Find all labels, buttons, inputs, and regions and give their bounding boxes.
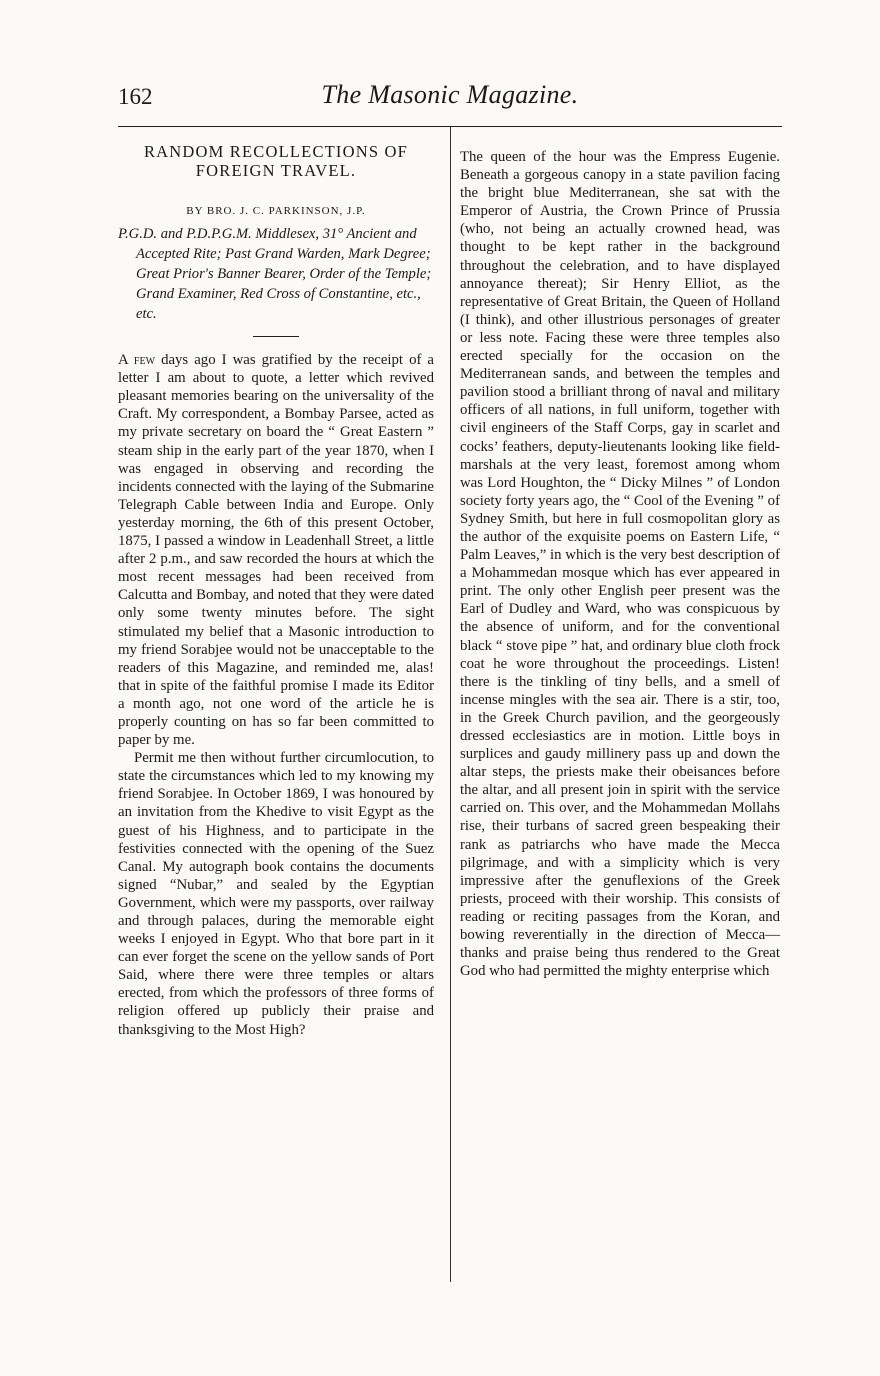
right-column: [460, 148, 780, 980]
section-rule: [253, 336, 299, 337]
page-header: [118, 80, 782, 122]
page-number: 162: [118, 84, 153, 109]
author-credentials: P.G.D. and P.D.P.G.M. Middlesex, 31° Ancient and Accepted Rite; Past Grand Warden, Mark Degree; Great Prior's Banner Bearer, Order of the Temple; Grand Examiner, Red Cross of Constantine, etc., etc.: [118, 226, 432, 323]
paragraph-1-lead: A few: [118, 352, 156, 369]
left-column: [118, 142, 434, 1039]
running-title: The Masonic Magazine.: [321, 80, 579, 109]
article-title: RANDOM RECOLLECTIONS OF FOREIGN TRAVEL.: [143, 142, 409, 180]
paragraph-3: The queen of the hour was the Empress Eugenie. Beneath a gorgeous canopy in a state pavilion facing the bright blue Mediterranean, she sat with the Emperor of Austria, the Crown Prince of Prussia (who, not being an actually crowned head, was thought to be kept rather in the background throughout the celebration, and to have displayed annoyance thereat); Sir Henry Elliot, as the representative of Great Britain, the Queen of Holland (I think), and other illustrious personages of greater or less note. Facing these were three temples also erected specially for the occasion on the Mediterranean sands, and between the temples and pavilion stood a brilliant throng of naval and military officers of all nations, in full uniform, together with civil engineers of the Staff Corps, gay in scarlet and cocks’ feathers, deputy-lieutenants looking like field-marshals at the very least, foremost among whom was Lord Houghton, the “ Dicky Milnes ” of London society forty years ago, the “ Cool of the Evening ” of Sydney Smith, but here in full cosmopolitan glory as the author of the exquisite poems on Eastern Life, “ Palm Leaves,” in which is the very best description of a Mohammedan mosque which has ever appeared in print. The only other English peer present was the Earl of Dudley and Ward, who was conspicuous by the absence of uniform, and for the conventional black “ stove pipe ” hat, and ordinary blue cloth frock coat he wore throughout the proceedings. Listen! there is the tinkling of tiny bells, and a smell of incense mingles with the sea air. There is a stir, too, in the Greek Church pavilion, and the georgeously dressed ecclesiastics are in motion. Little boys in surplices and gaudy millinery pass up and down the altar steps, the priests make their obeisances before the altar, and all present join in spirit with the service carried on. This over, and the Mohammedan Mollahs rise, their turbans of sacred green bespeaking their rank as patriarchs who have made the Mecca pilgrimage, and with a simplicity which is very impressive after the genuflexions of the Greek priests, proceed with their worship. This consists of reading or reciting passages from the Koran, and bowing reverentially in the direction of Mecca—thanks and praise being thus rendered to the Great God who had permitted the mighty enterprise which: [460, 149, 780, 980]
paragraph-1: [118, 351, 434, 749]
article-byline: BY BRO. J. C. PARKINSON, J.P.: [186, 205, 366, 217]
paragraph-2: Permit me then without further circumlocution, to state the circumstances which led to my knowing my friend Sorabjee. In October 1869, I was honoured by an invitation from the Khedive to visit Egypt as the guest of his Highness, and to participate in the festivities connected with the opening of the Suez Canal. My autograph book contains the documents signed “Nubar,” and sealed by the Egyptian Government, which were my passports, over railway and through palaces, during the memorable eight weeks I enjoyed in Egypt. Who that bore part in it can ever forget the scene on the yellow sands of Port Said, where there were three temples or altars erected, from which the professors of three forms of religion offered up publicly their praise and thanksgiving to the Most High?: [118, 750, 434, 1038]
column-divider: [450, 127, 451, 1282]
paragraph-1-text: days ago I was gratified by the receipt of a letter I am about to quote, a letter which revived pleasant memories bearing on the universality of the Craft. My correspondent, a Bombay Parsee, acted as my private secretary on board the “ Great Eastern ” steam ship in the early part of the year 1870, when I was engaged in observing and recording the incidents connected with the laying of the Submarine Telegraph Cable between India and Europe. Only yesterday morning, the 6th of this present October, 1875, I passed a window in Leadenhall Street, a little after 2 p.m., and saw recorded the hours at which the most recent messages had been received from Calcutta and Bombay, and noted that they were dated only some twenty minutes before. The sight stimulated my belief that a Masonic introduction to my friend Sorabjee would not be unacceptable to the readers of this Magazine, and reminded me, alas! that in spite of the faithful promise I made its Editor a month ago, not one word of the article he is properly counting on has so far been committed to paper by me.: [118, 352, 434, 749]
